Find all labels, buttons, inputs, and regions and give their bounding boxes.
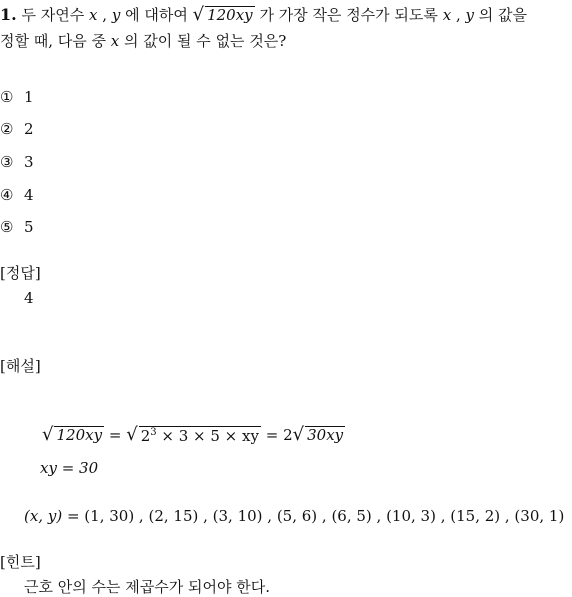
var-x: x <box>110 32 120 50</box>
question-text-d: 의 값을 <box>478 6 528 24</box>
pairs-list: (1, 30) , (2, 15) , (3, 10) , (5, 6) , (6, 5) , (10, 3) , (15, 2) , (30, 1) <box>84 507 565 525</box>
question-line-2 <box>0 30 286 51</box>
comma: , <box>102 6 108 24</box>
choice-value: 5 <box>24 218 34 236</box>
question-number: 1. <box>0 5 17 24</box>
choice-value: 2 <box>24 120 34 138</box>
question-text-a: 두 자연수 <box>21 6 85 24</box>
choice-value: 1 <box>24 88 34 106</box>
sqrt-lhs <box>42 426 104 444</box>
sqrt-middle <box>126 426 261 445</box>
coefficient: 2 <box>283 426 293 444</box>
question-line-1 <box>0 4 527 25</box>
comma: , <box>455 6 461 24</box>
factors: × 3 × 5 × xy <box>156 427 259 445</box>
hint-text: 근호 안의 수는 제곱수가 되어야 한다. <box>24 578 270 596</box>
choice-3[interactable] <box>0 153 34 175</box>
radicand <box>139 426 261 445</box>
choice-1[interactable] <box>0 88 34 110</box>
choice-mark: ④ <box>0 186 14 204</box>
choice-value: 4 <box>24 186 34 204</box>
answer-value: 4 <box>24 289 34 307</box>
solution-equation-2: xy = 30 <box>40 459 99 477</box>
radical-sign: √ <box>126 424 138 445</box>
choice-value: 3 <box>24 153 34 171</box>
solution-label: [해설] <box>0 357 41 375</box>
solution-equation-1 <box>42 426 345 445</box>
equals-sign: = <box>108 426 122 444</box>
choice-2[interactable] <box>0 120 34 142</box>
sqrt-rhs <box>293 426 346 444</box>
choice-5[interactable] <box>0 218 34 240</box>
radical-sign: √ <box>292 424 305 445</box>
radical-sign: √ <box>192 4 205 25</box>
choice-4[interactable] <box>0 186 34 208</box>
base: 2 <box>140 427 151 445</box>
question-text-c: 가 가장 작은 정수가 되도록 <box>259 6 438 24</box>
var-x: x <box>89 6 98 24</box>
radicand: 30xy <box>307 426 344 444</box>
question-text-f: 의 값이 될 수 없는 것은? <box>124 32 287 50</box>
radicand: 120xy <box>56 426 103 444</box>
hint-label: [힌트] <box>0 553 41 571</box>
question-text-b: 에 대하여 <box>125 6 188 24</box>
question-text-e: 정할 때, 다음 중 <box>0 32 107 50</box>
choice-mark: ⑤ <box>0 218 14 236</box>
choice-mark: ③ <box>0 153 14 171</box>
answer-label: [정답] <box>0 264 41 282</box>
sqrt-expression <box>193 6 255 24</box>
pairs-lhs: (x, y) = <box>24 507 80 525</box>
var-y: y <box>465 6 474 24</box>
radicand: 120xy <box>207 6 253 24</box>
radical-sign: √ <box>42 424 54 445</box>
exponent: 3 <box>150 427 157 438</box>
solution-pairs <box>24 507 564 525</box>
var-y: y <box>111 6 121 24</box>
choice-mark: ② <box>0 120 14 138</box>
equals-sign: = <box>265 426 279 444</box>
choice-mark: ① <box>0 88 14 106</box>
var-x: x <box>442 6 452 24</box>
